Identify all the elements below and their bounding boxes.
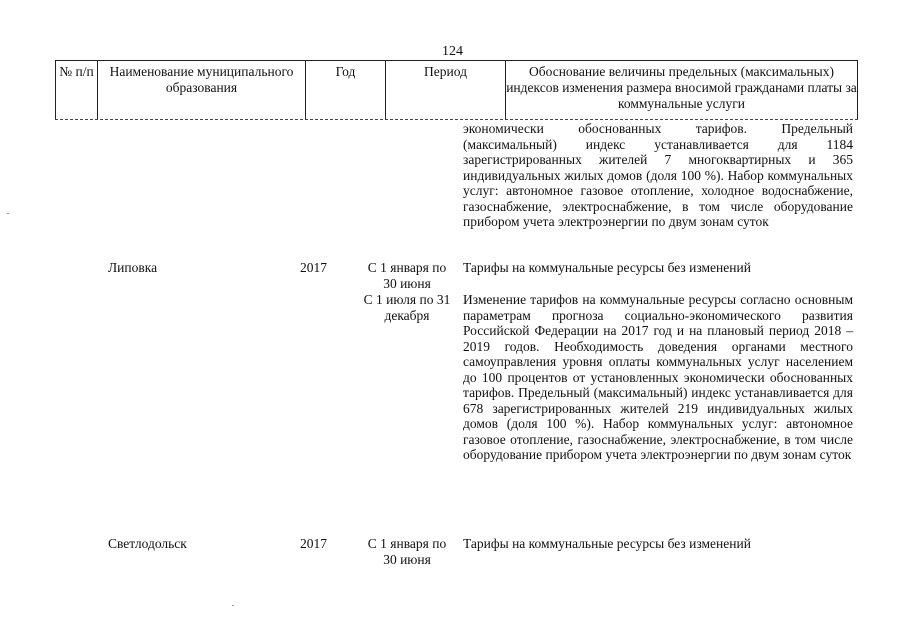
header-basis: Обоснование величины предельных (максимальных) индексов изменения размера вносимой гражданами платы за коммунальные услуги — [505, 61, 858, 119]
row-svetlodolsk-year: 2017 — [300, 536, 327, 551]
row-svetlodolsk-period-1: С 1 января по 30 июня — [367, 536, 447, 567]
header-name: Наименование муниципального образования — [97, 61, 305, 119]
page-number: 124 — [442, 44, 463, 59]
table-header — [55, 60, 858, 120]
header-year: Год — [305, 61, 385, 119]
header-period: Период — [385, 61, 505, 119]
row-lipovka-basis-1: Тарифы на коммунальные ресурсы без изменений — [463, 260, 751, 275]
row-svetlodolsk-name: Светлодольск — [108, 536, 187, 551]
row-lipovka-basis-2: Изменение тарифов на коммунальные ресурсы согласно основным параметрам прогноза социально-экономического развития Российской Федерации на 2017 год и на плановый период 2018 – 2019 годов. Необходимость доведения органами местного самоуправления уровня оплаты коммунальных услуг населением до 100 процентов от установленных экономически обоснованных тарифов. Предельный (максимальный) индекс устанавливается для 678 зарегистрированных жителей 219 индивидуальных жилых домов (доля 100 %). Набор коммунальных услуг: автономное газовое отопление, газоснабжение, электроснабжение, в том числе оборудование прибором учета электроэнергии по двум зонам суток — [463, 292, 853, 462]
scan-mark — [7, 213, 9, 214]
row-svetlodolsk-basis-1: Тарифы на коммунальные ресурсы без изменений — [463, 536, 751, 551]
continuation-text: экономически обоснованных тарифов. Предельный (максимальный) индекс устанавливается для 1184 зарегистрированных жителей 7 многоквартирных и 365 индивидуальных жилых домов (доля 100 %). Набор коммунальных услуг: автономное газовое отопление, холодное водоснабжение, газоснабжение, электроснабжение, в том числе оборудование прибором учета электроэнергии по двум зонам суток — [463, 121, 853, 229]
header-num: № п/п — [55, 61, 97, 119]
row-lipovka-period-2: С 1 июля по 31 декабря — [363, 292, 451, 323]
row-lipovka-name: Липовка — [108, 260, 158, 275]
row-lipovka-period-1: С 1 января по 30 июня — [367, 260, 447, 291]
scan-mark — [232, 605, 234, 606]
row-lipovka-year: 2017 — [300, 260, 327, 275]
